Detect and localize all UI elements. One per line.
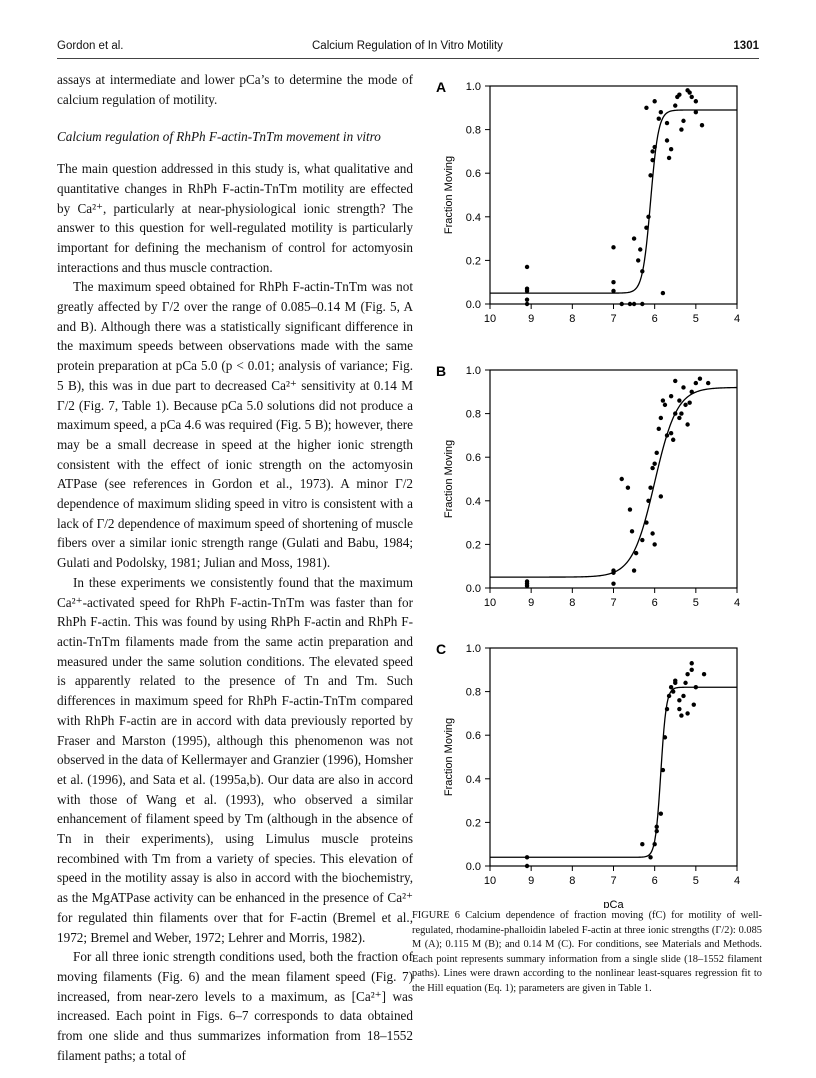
panel-b-data-point <box>611 581 615 585</box>
panel-a-data-point <box>700 123 704 127</box>
panel-c-data-point <box>648 855 652 859</box>
panel-b-data-point <box>655 451 659 455</box>
panel-b-xtick-label: 4 <box>733 597 741 609</box>
paragraph-1: The main question addressed in this study is, what qualitative and quantitative changes in RhPh F-actin-TnTm motility are effected by Ca²⁺, particularly at near-physiological ionic strength? The answer to this question for well-regulated motility is particularly important for defining the mechanism of control for actomyosin interactions and thus muscle contraction. <box>57 161 413 275</box>
panel-c-data-point <box>665 707 669 711</box>
panel-b-data-point <box>669 431 673 435</box>
panel-b-data-point <box>611 568 615 572</box>
panel-b-data-point <box>659 494 663 498</box>
panel-a-data-point <box>611 245 615 249</box>
panel-b-data-point <box>690 390 694 394</box>
panel-a-xtick-label: 6 <box>651 313 658 325</box>
panel-c-data-point <box>659 811 663 815</box>
panel-a-data-point <box>687 90 691 94</box>
panel-c-data-point <box>663 735 667 739</box>
panel-b-ytick-label: 0.6 <box>465 452 481 465</box>
panel-b-data-point <box>626 486 630 490</box>
panel-c-xlabel: pCa <box>603 899 624 908</box>
panel-c-data-point <box>681 694 685 698</box>
panel-a-data-point <box>677 93 681 97</box>
panel-b-data-point <box>673 411 677 415</box>
panel-c-ytick-label: 0.0 <box>465 861 481 873</box>
panel-c-data-point <box>655 829 659 833</box>
panel-b-xtick-label: 10 <box>483 597 497 609</box>
panel-c-ytick-label: 0.8 <box>465 686 481 699</box>
panel-b-letter: B <box>436 363 447 379</box>
panel-a-data-point <box>525 297 529 301</box>
panel-c-ytick-label: 0.2 <box>465 817 481 830</box>
panel-a-xtick-label: 9 <box>528 313 535 325</box>
panel-c-data-point <box>694 685 698 689</box>
panel-b-data-point <box>677 398 681 402</box>
panel-b-xtick-label: 9 <box>528 597 535 609</box>
panel-c-data-point <box>671 689 675 693</box>
panel-a-data-point <box>652 99 656 103</box>
panel-a-data-point <box>690 95 694 99</box>
running-header <box>57 40 759 58</box>
panel-c-ylabel: Fraction Moving <box>443 717 455 797</box>
figure-6 <box>428 68 768 908</box>
panel-a-frame <box>490 86 737 304</box>
panel-c-data-point <box>685 711 689 715</box>
panel-a-data-point <box>652 145 656 149</box>
panel-b-data-point <box>677 416 681 420</box>
panel-a-ytick-label: 0.8 <box>465 124 481 137</box>
panel-a-data-point <box>632 236 636 240</box>
panel-b-data-point <box>681 385 685 389</box>
panel-b-data-point <box>640 538 644 542</box>
paragraph-3: In these experiments we consistently found that the maximum Ca²⁺-activated speed for RhPh F-actin-TnTm was faster than for RhPh F-actin. This was found by using RhPh F-actin and RhPh F-actin-TnTm filaments made from the same actin preparation and measured under the same solution conditions. The elevated speed is apparently related to the presence of Tn and Tm. Such differences in maximum speed for RhPh F-actin-TnTm compared with RhPh F-actin are in accord with data previously reported by Fraser and Marston (1995), although this phenomenon was not observed in the data of Kellermayer and Granzier (1996), Homsher et al. (1996), and Sata et al. (1995a,b). Our data are also in accord with those of Wang et al. (1993), who observed a similar enhancement of filament speed by Tm (although in the absence of Tn in their experiments), using Limulus muscle proteins recombined with Tm from a variety of species. This elevation of speed in the motility assay is also in accord with the biochemistry, as the MgATPase activity can be enhanced in the presence of Ca²⁺ for regulated thin filaments over that for F-actin (Bremel et al., 1972; Bremel and Weber, 1972; Lehrer and Morris, 1982). <box>57 574 413 945</box>
panel-b-data-point <box>698 377 702 381</box>
panel-a-data-point <box>640 269 644 273</box>
header-rule <box>57 58 759 59</box>
paragraph-0: assays at intermediate and lower pCa’s to determine the mode of calcium regulation of motility. <box>57 72 413 107</box>
figure-6-plots <box>428 68 768 908</box>
paragraph-2: The maximum speed obtained for RhPh F-actin-TnTm was not greatly affected by Γ/2 over the range of 0.085–0.14 M (Fig. 5, A and B). Although there was a statistically significant difference in the maximum speeds between observations made with the same protein preparation at pCa 5.0 (p < 0.01; analysis of variance; Fig. 5 B), this was in due part to decreased Ca²⁺ sensitivity at 0.14 M Γ/2 (Fig. 7, Table 1). Because pCa 5.0 solutions did not produce a maximum speed, a pCa 4.6 was required (Fig. 5 B); however, there may be a small decrease in speed at the higher ionic strength consistent with the effect of ionic strength on the actomyosin ATPase (see references in Gordon et al., 1973). A minor Γ/2 dependence of maximum sliding speed in vitro is consistent with a lack of Γ/2 dependence of maximum speed of shortening of muscle fibers over a similar ionic strength range (Gulati and Babu, 1984; Gulati and Podolsky, 1981; Julian and Moss, 1981). <box>57 279 413 571</box>
panel-b-data-point <box>673 379 677 383</box>
panel-c-data-point <box>669 685 673 689</box>
panel-b-ytick-label: 0.8 <box>465 408 481 421</box>
panel-b-data-point <box>694 381 698 385</box>
panel-b-data-point <box>650 531 654 535</box>
panel-a-ylabel: Fraction Moving <box>443 155 455 235</box>
panel-b-data-point <box>679 411 683 415</box>
panel-b-xtick-label: 6 <box>651 597 658 609</box>
panel-c-data-point <box>679 713 683 717</box>
panel-b-data-point <box>652 542 656 546</box>
panel-a-xtick-label: 10 <box>483 313 497 325</box>
panel-c-fit-curve <box>490 687 737 857</box>
panel-c-xtick-label: 7 <box>610 875 617 887</box>
panel-a-ytick-label: 0.2 <box>465 255 481 268</box>
panel-a-data-point <box>638 247 642 251</box>
panel-b-data-point <box>685 422 689 426</box>
paragraph-4: For all three ionic strength conditions used, both the fraction of moving filaments (Fig. 6) and the mean filament speed (Fig. 7) increased, from near-zero levels to a maximum, as [Ca²⁺] was increased. Each point in Figs. 6–7 corresponds to data obtained from one slide and thus summarizes information from 18–1552 filament paths; a total of <box>57 949 413 1063</box>
panel-b-ytick-label: 0.0 <box>465 583 481 595</box>
header-authors: Gordon et al. <box>57 40 124 52</box>
panel-b-data-point <box>648 486 652 490</box>
panel-a-data-point <box>525 289 529 293</box>
panel-c-data-point <box>702 672 706 676</box>
panel-c-data-point <box>525 855 529 859</box>
panel-c-data-point <box>692 702 696 706</box>
panel-c-data-point <box>655 825 659 829</box>
panel-a-data-point <box>665 121 669 125</box>
panel-a-ytick-label: 1.0 <box>465 81 481 93</box>
panel-a-xtick-label: 5 <box>692 313 699 325</box>
panel-b-fit-curve <box>490 388 737 578</box>
panel-a-xtick-label: 8 <box>569 313 576 325</box>
panel-a-data-point <box>673 103 677 107</box>
panel-a-data-point <box>525 302 529 306</box>
panel-a-data-point <box>611 289 615 293</box>
panel-c-ytick-label: 1.0 <box>465 643 481 655</box>
panel-a-data-point <box>644 106 648 110</box>
panel-b-data-point <box>644 520 648 524</box>
panel-a-data-point <box>694 99 698 103</box>
panel-a-data-point <box>665 138 669 142</box>
panel-a-data-point <box>620 302 624 306</box>
panel-a-data-point <box>636 258 640 262</box>
panel-c-frame <box>490 648 737 866</box>
panel-a-data-point <box>667 156 671 160</box>
panel-b-data-point <box>665 433 669 437</box>
panel-b-data-point <box>659 416 663 420</box>
panel-c-ytick-label: 0.6 <box>465 730 481 743</box>
panel-b-data-point <box>650 466 654 470</box>
panel-a-data-point <box>525 265 529 269</box>
panel-c-xtick-label: 10 <box>483 875 497 887</box>
panel-b-data-point <box>634 551 638 555</box>
panel-b-ytick-label: 0.2 <box>465 539 481 552</box>
panel-c-data-point <box>652 842 656 846</box>
panel-c-xtick-label: 6 <box>651 875 658 887</box>
panel-b-ytick-label: 1.0 <box>465 365 481 377</box>
panel-b-data-point <box>620 477 624 481</box>
panel-a-data-point <box>650 149 654 153</box>
page-number: 1301 <box>733 40 759 52</box>
panel-b-data-point <box>646 499 650 503</box>
panel-b-xtick-label: 7 <box>610 597 617 609</box>
panel-b-data-point <box>525 581 529 585</box>
panel-a-ytick-label: 0.6 <box>465 168 481 181</box>
panel-c-data-point <box>685 672 689 676</box>
panel-a-data-point <box>657 117 661 121</box>
panel-b-xtick-label: 8 <box>569 597 576 609</box>
panel-a-data-point <box>632 302 636 306</box>
panel-c-xtick-label: 8 <box>569 875 576 887</box>
body-text-column <box>57 70 413 1065</box>
panel-a-data-point <box>669 147 673 151</box>
panel-a-xtick-label: 7 <box>610 313 617 325</box>
panel-c-data-point <box>677 698 681 702</box>
panel-b-data-point <box>671 438 675 442</box>
panel-c-data-point <box>667 694 671 698</box>
panel-b-data-point <box>657 427 661 431</box>
panel-b-data-point <box>663 403 667 407</box>
panel-a-data-point <box>640 302 644 306</box>
panel-b-ylabel: Fraction Moving <box>443 439 455 519</box>
panel-a-data-point <box>644 226 648 230</box>
panel-c-data-point <box>640 842 644 846</box>
panel-c-data-point <box>673 679 677 683</box>
panel-c-data-point <box>683 681 687 685</box>
panel-a-letter: A <box>436 79 447 95</box>
panel-c-xtick-label: 5 <box>692 875 699 887</box>
panel-b-ytick-label: 0.4 <box>465 495 481 508</box>
panel-c-data-point <box>525 864 529 868</box>
panel-a-data-point <box>611 280 615 284</box>
panel-b-data-point <box>669 394 673 398</box>
panel-b-xtick-label: 5 <box>692 597 699 609</box>
panel-a-ytick-label: 0.0 <box>465 299 481 311</box>
panel-a-data-point <box>650 158 654 162</box>
panel-a-data-point <box>659 110 663 114</box>
panel-c-xtick-label: 4 <box>733 875 741 887</box>
panel-a-data-point <box>694 110 698 114</box>
panel-c-data-point <box>690 668 694 672</box>
panel-b-data-point <box>630 529 634 533</box>
panel-a-data-point <box>648 173 652 177</box>
panel-a-data-point <box>661 291 665 295</box>
panel-a-data-point <box>679 127 683 131</box>
section-heading: Calcium regulation of RhPh F-actin-TnTm movement in vitro <box>57 129 381 145</box>
panel-a-data-point <box>681 119 685 123</box>
panel-c-data-point <box>677 707 681 711</box>
panel-c-letter: C <box>436 641 447 657</box>
panel-c-ytick-label: 0.4 <box>465 773 481 786</box>
panel-a-data-point <box>628 302 632 306</box>
panel-a-ytick-label: 0.4 <box>465 211 481 224</box>
panel-b-data-point <box>706 381 710 385</box>
panel-a-xtick-label: 4 <box>733 313 741 325</box>
header-title: Calcium Regulation of In Vitro Motility <box>312 40 503 52</box>
panel-b-data-point <box>628 507 632 511</box>
panel-b-data-point <box>661 398 665 402</box>
panel-c-data-point <box>661 768 665 772</box>
panel-b-data-point <box>652 462 656 466</box>
panel-a-data-point <box>646 215 650 219</box>
panel-c-xtick-label: 9 <box>528 875 535 887</box>
panel-b-frame <box>490 370 737 588</box>
panel-b-data-point <box>687 401 691 405</box>
panel-b-data-point <box>632 568 636 572</box>
panel-c-data-point <box>690 661 694 665</box>
panel-b-data-point <box>683 403 687 407</box>
figure-caption: FIGURE 6 Calcium dependence of fraction moving (fC) for motility of well-regulated, rhodamine-phalloidin labeled F-actin at three ionic strengths (Γ/2): 0.085 M (A); 0.115 M (B); and 0.14 M (C). For conditions, see Materials and Methods. Each point represents summary information from a single slide (18–1552 filament paths). Lines were drawn according to the nonlinear least-squares regression fit to the Hill equation (Eq. 1); parameters are given in Table 1. <box>412 910 762 994</box>
